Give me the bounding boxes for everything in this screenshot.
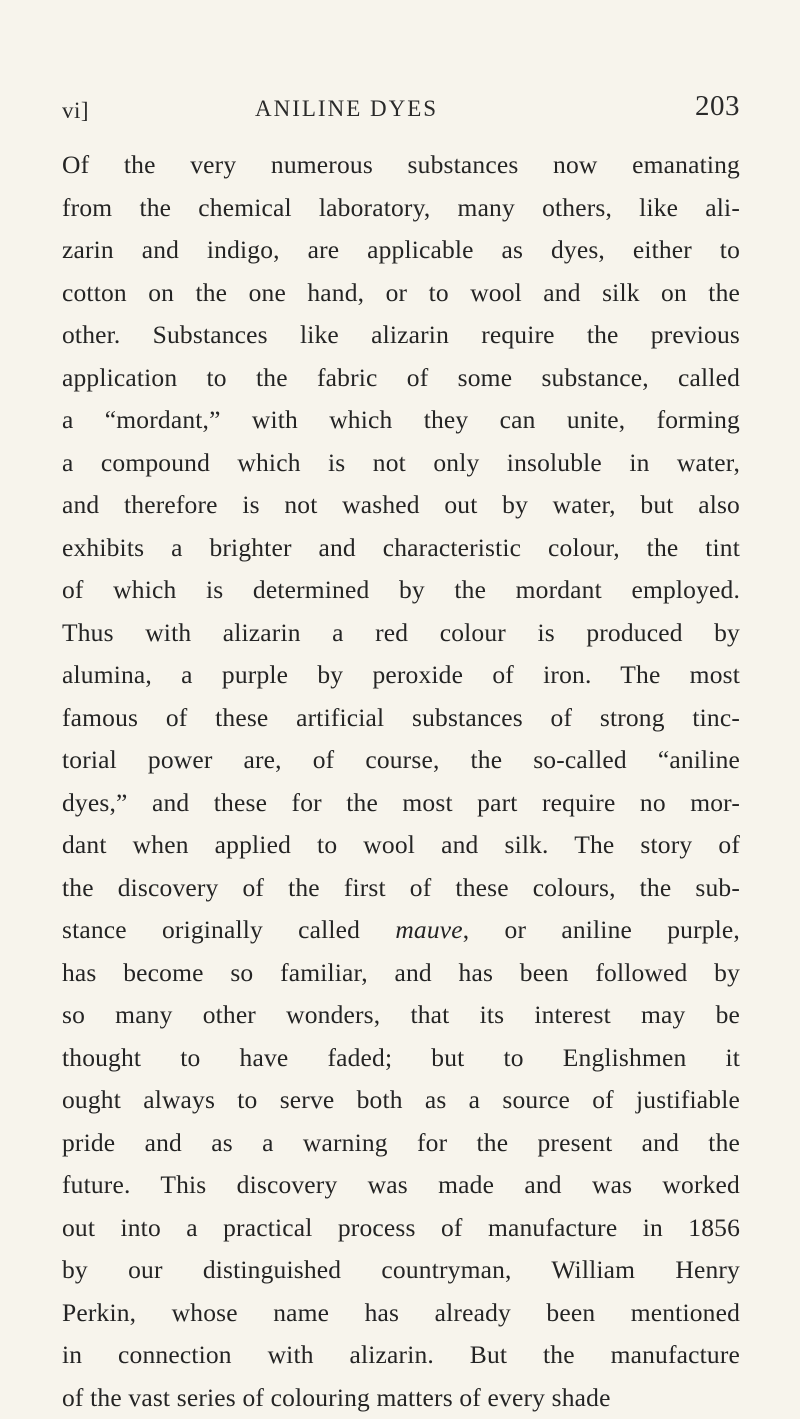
text-line: a compound which is not only insoluble in water, (62, 442, 740, 485)
text-line: of which is determined by the mordant employed. (62, 569, 740, 612)
text-line: so many other wonders, that its interest may be (62, 994, 740, 1037)
text-line: dant when applied to wool and silk. The story of (62, 824, 740, 867)
text-line: thought to have faded; but to Englishmen it (62, 1037, 740, 1080)
page-number: 203 (695, 90, 740, 123)
text-line: zarin and indigo, are applicable as dyes, either to (62, 229, 740, 272)
text-line: Perkin, whose name has already been mentioned (62, 1292, 740, 1335)
text-line: from the chemical laboratory, many others, like ali- (62, 187, 740, 230)
text-line: future. This discovery was made and was worked (62, 1164, 740, 1207)
text-line: Thus with alizarin a red colour is produced by (62, 612, 740, 655)
text-line: out into a practical process of manufacture in 1856 (62, 1207, 740, 1250)
text-line: application to the fabric of some substance, called (62, 357, 740, 400)
text-line: cotton on the one hand, or to wool and silk on the (62, 272, 740, 315)
text-line: exhibits a brighter and characteristic colour, the tint (62, 527, 740, 570)
text-line: in connection with alizarin. But the manufacture (62, 1334, 740, 1377)
italic-term: mauve (395, 915, 462, 944)
text-line: the discovery of the first of these colours, the sub- (62, 867, 740, 910)
text-line: other. Substances like alizarin require the previous (62, 314, 740, 357)
text-line: and therefore is not washed out by water, but also (62, 484, 740, 527)
body-text (62, 144, 740, 1419)
text-line: by our distinguished countryman, William Henry (62, 1249, 740, 1292)
text-line: ought always to serve both as a source of justifiable (62, 1079, 740, 1122)
running-header (62, 90, 740, 126)
text-line: a “mordant,” with which they can unite, forming (62, 399, 740, 442)
running-title: ANILINE DYES (255, 96, 438, 122)
chapter-marker: vi] (62, 98, 89, 124)
text-line: alumina, a purple by peroxide of iron. The most (62, 654, 740, 697)
text-line: has become so familiar, and has been followed by (62, 952, 740, 995)
text-line: famous of these artificial substances of strong tinc- (62, 697, 740, 740)
text-line: pride and as a warning for the present and the (62, 1122, 740, 1165)
text-line: of the vast series of colouring matters of every shade (62, 1377, 740, 1419)
text-line-with-mauve: stance originally called mauve, or aniline purple, (62, 909, 740, 952)
text-line: dyes,” and these for the most part require no mor- (62, 782, 740, 825)
text-line: Of the very numerous substances now emanating (62, 144, 740, 187)
text-line: torial power are, of course, the so-called “aniline (62, 739, 740, 782)
